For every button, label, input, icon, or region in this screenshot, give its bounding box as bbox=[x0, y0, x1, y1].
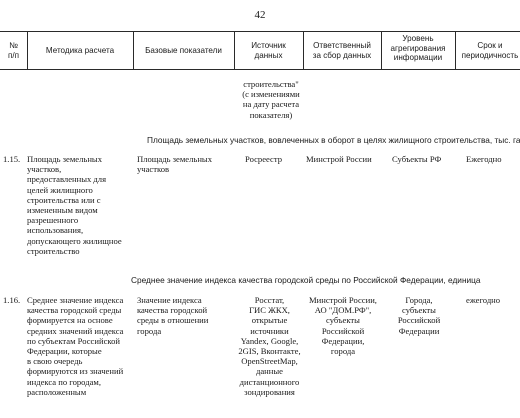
row-number: 1.16. bbox=[3, 295, 21, 305]
continuation-text: строительства" (с изменениями на дату расчета показателя) bbox=[242, 79, 300, 120]
header-period: Срок и периодичность bbox=[461, 41, 519, 60]
header-num: № п/п bbox=[7, 41, 19, 60]
row-level: Субъекты РФ bbox=[392, 154, 442, 164]
row-level: Города, субъекты Российской Федерации bbox=[397, 295, 441, 336]
row-period: Ежегодно bbox=[466, 154, 502, 164]
row-method: Среднее значение индекса качества городской среды формируется на основе средних значений индекса по субъектам Российской Федерации, которые в свою очередь формируются из значений индекса по городам, расположенным bbox=[27, 295, 124, 397]
page-number: 42 bbox=[254, 9, 266, 21]
header-top-border bbox=[0, 31, 520, 32]
section-title: Среднее значение индекса качества городской среды по Российской Федерации, единица bbox=[131, 275, 481, 285]
row-base: Площадь земельных участков bbox=[137, 154, 213, 175]
header-base: Базовые показатели bbox=[145, 46, 222, 55]
row-number: 1.15. bbox=[3, 154, 21, 164]
header-method: Методика расчета bbox=[45, 46, 115, 55]
row-source: Росстат, ГИС ЖКХ, открытые источники Yandex, Google, 2GIS, Вконтакте, OpenStreetMap, данные дистанционного зондирования bbox=[238, 295, 301, 397]
row-period: ежегодно bbox=[466, 295, 501, 305]
row-base: Значение индекса качества городской среды в отношении города bbox=[137, 295, 209, 336]
section-title: Площадь земельных участков, вовлеченных в оборот в целях жилищного строительства, тыс. га bbox=[147, 135, 520, 145]
header-responsible: Ответственный за сбор данных bbox=[312, 41, 372, 60]
row-responsible: Минстрой России, АО "ДОМ.РФ", субъекты Российской Федерации, города bbox=[309, 295, 377, 357]
header-level: Уровень агрегирования информации bbox=[390, 34, 446, 63]
row-method: Площадь земельных участков, предоставленных для целей жилищного строительства или с измененным видом разрешенного использования, допускающего жилищное строительство bbox=[27, 154, 122, 256]
header-bottom-border bbox=[0, 69, 520, 70]
header-source: Источник данных bbox=[251, 41, 286, 60]
row-source: Росреестр bbox=[245, 154, 283, 164]
row-responsible: Минстрой России bbox=[306, 154, 372, 164]
